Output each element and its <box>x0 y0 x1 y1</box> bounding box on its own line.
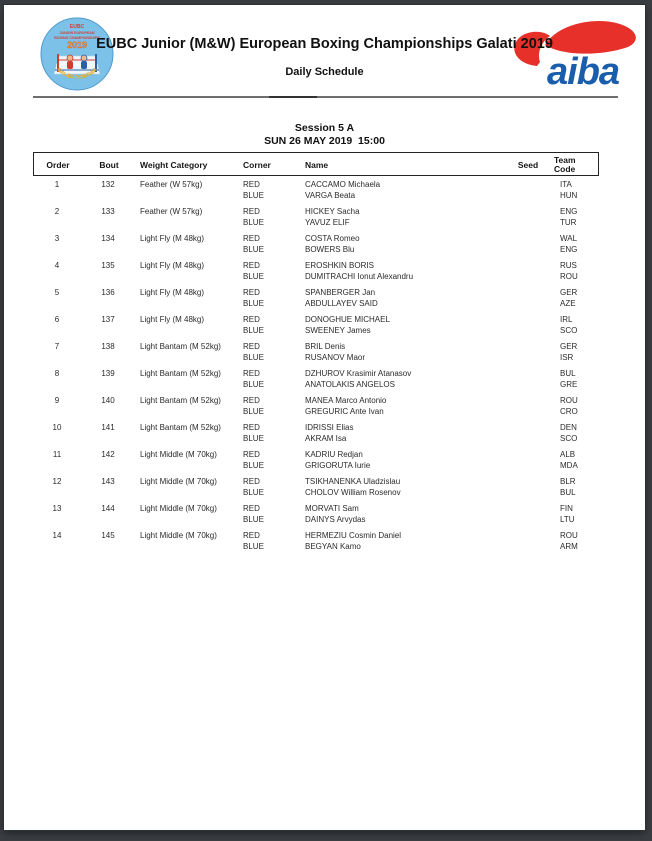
red-boxer-name: IDRISSI Elias <box>305 423 354 432</box>
corner-red-label: RED <box>243 369 260 378</box>
table-header <box>33 152 599 176</box>
bout-boxer-names <box>305 234 360 255</box>
page-title: EUBC Junior (M&W) European Boxing Championships Galati 2019 <box>96 36 553 52</box>
eubc-logo <box>40 16 114 92</box>
bout-boxer-names <box>305 423 353 444</box>
bout-corner-labels <box>243 477 264 498</box>
blue-boxer-name: ANATOLAKIS ANGELOS <box>305 379 395 389</box>
bout-boxer-names <box>305 288 378 309</box>
header-divider-dark-segment <box>269 96 317 98</box>
corner-blue-label: BLUE <box>243 244 264 254</box>
bout-weight-category: Light Middle (M 70kg) <box>140 450 217 459</box>
bout-number: 145 <box>101 531 115 540</box>
red-boxer-name: COSTA Romeo <box>305 234 360 243</box>
bout-weight-category: Light Fly (M 48kg) <box>140 288 205 297</box>
blue-boxer-name: DUMITRACHI Ionut Alexandru <box>305 271 414 281</box>
bout-boxer-names <box>305 180 380 201</box>
bout-weight-category: Light Bantam (M 52kg) <box>140 423 221 432</box>
bout-boxer-names <box>305 531 401 552</box>
aiba-wordmark: aiba <box>547 51 620 93</box>
bout-corner-labels <box>243 342 264 363</box>
bout-weight-category: Light Bantam (M 52kg) <box>140 342 221 351</box>
corner-blue-label: BLUE <box>243 352 264 362</box>
bout-order: 12 <box>52 477 62 486</box>
bout-corner-labels <box>243 531 264 552</box>
blue-team-code: ROU <box>560 271 578 281</box>
table-rows <box>33 180 599 558</box>
table-row <box>33 234 599 255</box>
corner-red-label: RED <box>243 234 260 243</box>
bout-number: 144 <box>101 504 115 513</box>
bout-team-codes <box>560 180 577 201</box>
blue-boxer-name: CHOLOV William Rosenov <box>305 487 401 497</box>
bout-order: 13 <box>52 504 62 513</box>
column-header-team-line2: Code <box>554 163 576 174</box>
blue-team-code: CRO <box>560 406 578 416</box>
bout-corner-labels <box>243 288 264 309</box>
bout-number: 142 <box>101 450 115 459</box>
table-row <box>33 180 599 201</box>
bout-weight-category: Light Bantam (M 52kg) <box>140 369 221 378</box>
table-row <box>33 396 599 417</box>
bout-number: 134 <box>101 234 115 243</box>
corner-red-label: RED <box>243 423 260 432</box>
blue-boxer-name: AKRAM Isa <box>305 433 347 443</box>
corner-blue-label: BLUE <box>243 190 264 200</box>
red-team-code: DEN <box>560 423 577 432</box>
blue-boxer-name: BEGYAN Kamo <box>305 541 361 551</box>
red-team-code: ENG <box>560 207 578 216</box>
red-boxer-name: MANEA Marco Antonio <box>305 396 387 405</box>
bout-team-codes <box>560 342 577 363</box>
blue-boxer-name: GRIGORUTA Iurie <box>305 460 371 470</box>
blue-team-code: ARM <box>560 541 578 551</box>
red-boxer-name: MORVATI Sam <box>305 504 359 513</box>
bout-boxer-names <box>305 477 401 498</box>
aiba-logo-icon <box>503 14 645 94</box>
bout-weight-category: Feather (W 57kg) <box>140 180 203 189</box>
corner-blue-label: BLUE <box>243 406 264 416</box>
table-row <box>33 369 599 390</box>
bout-weight-category: Light Middle (M 70kg) <box>140 504 217 513</box>
bout-team-codes <box>560 450 578 471</box>
bout-weight-category: Light Bantam (M 52kg) <box>140 396 221 405</box>
bout-corner-labels <box>243 315 264 336</box>
bout-weight-category: Light Fly (M 48kg) <box>140 234 205 243</box>
blue-boxer-name: ABDULLAYEV SAID <box>305 298 378 308</box>
bout-order: 9 <box>54 396 60 405</box>
bout-number: 139 <box>101 369 115 378</box>
bout-team-codes <box>560 234 577 255</box>
blue-team-code: GRE <box>560 379 578 389</box>
red-team-code: BLR <box>560 477 576 486</box>
bout-number: 133 <box>101 207 115 216</box>
bout-weight-category: Light Fly (M 48kg) <box>140 315 205 324</box>
red-team-code: IRL <box>560 315 573 324</box>
blue-team-code: SCO <box>560 433 578 443</box>
red-boxer-name: KADRIU Redjan <box>305 450 363 459</box>
bout-boxer-names <box>305 315 390 336</box>
blue-team-code: BUL <box>560 487 576 497</box>
bout-order: 10 <box>52 423 62 432</box>
bout-order: 14 <box>52 531 62 540</box>
bout-team-codes <box>560 261 578 282</box>
corner-red-label: RED <box>243 477 260 486</box>
bout-order: 7 <box>54 342 60 351</box>
column-header-name: Name <box>305 160 329 170</box>
blue-team-code: AZE <box>560 298 576 308</box>
bout-boxer-names <box>305 450 370 471</box>
column-header-order: Order <box>46 160 70 170</box>
bout-team-codes <box>560 504 575 525</box>
corner-red-label: RED <box>243 531 260 540</box>
table-row <box>33 423 599 444</box>
red-boxer-name: DONOGHUE MICHAEL <box>305 315 390 324</box>
aiba-logo <box>503 14 645 94</box>
corner-red-label: RED <box>243 504 260 513</box>
bout-weight-category: Light Middle (M 70kg) <box>140 477 217 486</box>
column-header-team-code <box>554 156 576 174</box>
bout-team-codes <box>560 477 576 498</box>
bout-boxer-names <box>305 207 360 228</box>
red-team-code: ROU <box>560 531 578 540</box>
column-header-bout: Bout <box>99 160 119 170</box>
eubc-logo-line3: BOXING CHAMPIONSHIPS <box>54 36 100 40</box>
corner-red-label: RED <box>243 315 260 324</box>
bout-corner-labels <box>243 180 264 201</box>
blue-team-code: MDA <box>560 460 578 470</box>
bout-number: 143 <box>101 477 115 486</box>
bout-corner-labels <box>243 396 264 417</box>
bout-corner-labels <box>243 450 264 471</box>
bout-team-codes <box>560 396 578 417</box>
corner-blue-label: BLUE <box>243 325 264 335</box>
bout-boxer-names <box>305 369 411 390</box>
corner-red-label: RED <box>243 396 260 405</box>
corner-red-label: RED <box>243 342 260 351</box>
bout-corner-labels <box>243 504 264 525</box>
document-page <box>4 5 645 830</box>
bout-boxer-names <box>305 342 365 363</box>
bout-order: 1 <box>54 180 60 189</box>
red-team-code: ALB <box>560 450 576 459</box>
red-boxer-name: EROSHKIN BORIS <box>305 261 374 270</box>
bout-order: 11 <box>52 450 62 459</box>
session-title: Session 5 A <box>294 122 355 134</box>
bout-number: 141 <box>101 423 115 432</box>
red-team-code: WAL <box>560 234 578 243</box>
column-header-corner: Corner <box>243 160 271 170</box>
eubc-logo-icon <box>40 16 114 92</box>
page-subtitle: Daily Schedule <box>285 66 364 78</box>
corner-blue-label: BLUE <box>243 487 264 497</box>
corner-red-label: RED <box>243 261 260 270</box>
blue-team-code: ENG <box>560 244 578 254</box>
bout-corner-labels <box>243 207 264 228</box>
table-row <box>33 288 599 309</box>
red-boxer-name: DZHUROV Krasimir Atanasov <box>305 369 412 378</box>
bout-number: 132 <box>101 180 115 189</box>
table-row <box>33 261 599 282</box>
bout-team-codes <box>560 207 577 228</box>
bout-boxer-names <box>305 261 413 282</box>
blue-boxer-name: SWEENEY James <box>305 325 371 335</box>
bout-team-codes <box>560 531 578 552</box>
bout-number: 138 <box>101 342 115 351</box>
bout-number: 135 <box>101 261 115 270</box>
blue-boxer-name: RUSANOV Maor <box>305 352 366 362</box>
session-datetime: SUN 26 MAY 2019 15:00 <box>264 135 385 147</box>
bout-corner-labels <box>243 234 264 255</box>
blue-team-code: ISR <box>560 352 574 362</box>
table-row <box>33 531 599 552</box>
bout-corner-labels <box>243 261 264 282</box>
bout-order: 3 <box>54 234 60 243</box>
corner-red-label: RED <box>243 207 260 216</box>
bout-number: 136 <box>101 288 115 297</box>
red-boxer-name: BRIL Denis <box>305 342 346 351</box>
bout-boxer-names <box>305 504 365 525</box>
bout-order: 2 <box>54 207 60 216</box>
red-boxer-name: CACCAMO Michaela <box>305 180 381 189</box>
bout-weight-category: Light Fly (M 48kg) <box>140 261 205 270</box>
blue-team-code: LTU <box>560 514 575 524</box>
bout-team-codes <box>560 315 577 336</box>
red-team-code: ITA <box>560 180 572 189</box>
eubc-logo-bottom-text: GALATI ROMANIA <box>55 66 99 81</box>
table-row <box>33 450 599 471</box>
bout-number: 140 <box>101 396 115 405</box>
eubc-logo-line1: EUBC <box>69 24 85 30</box>
corner-blue-label: BLUE <box>243 217 264 227</box>
bout-team-codes <box>560 369 577 390</box>
red-team-code: RUS <box>560 261 577 270</box>
red-team-code: GER <box>560 342 578 351</box>
red-team-code: FIN <box>560 504 573 513</box>
red-boxer-name: TSIKHANENKA Uladzislau <box>305 477 401 486</box>
corner-blue-label: BLUE <box>243 541 264 551</box>
bout-order: 4 <box>54 261 60 270</box>
red-team-code: GER <box>560 288 578 297</box>
corner-red-label: RED <box>243 288 260 297</box>
header-divider <box>33 96 618 98</box>
bout-order: 6 <box>54 315 60 324</box>
bout-team-codes <box>560 288 577 309</box>
corner-red-label: RED <box>243 450 260 459</box>
column-header-team-line1: Team <box>554 154 576 165</box>
corner-blue-label: BLUE <box>243 271 264 281</box>
blue-boxer-name: DAINYS Arvydas <box>305 514 366 524</box>
bout-corner-labels <box>243 423 264 444</box>
corner-blue-label: BLUE <box>243 298 264 308</box>
table-row <box>33 342 599 363</box>
corner-blue-label: BLUE <box>243 379 264 389</box>
red-boxer-name: HICKEY Sacha <box>305 207 360 216</box>
bout-weight-category: Light Middle (M 70kg) <box>140 531 217 540</box>
corner-red-label: RED <box>243 180 260 189</box>
eubc-logo-year: 2019 <box>66 40 88 50</box>
table-row <box>33 207 599 228</box>
bout-corner-labels <box>243 369 264 390</box>
blue-boxer-name: YAVUZ ELIF <box>305 217 350 227</box>
blue-team-code: HUN <box>560 190 578 200</box>
corner-blue-label: BLUE <box>243 460 264 470</box>
blue-team-code: SCO <box>560 325 578 335</box>
red-team-code: ROU <box>560 396 578 405</box>
table-row <box>33 504 599 525</box>
red-team-code: BUL <box>560 369 576 378</box>
red-boxer-name: SPANBERGER Jan <box>305 288 376 297</box>
column-header-weight-category: Weight Category <box>140 160 208 170</box>
bout-number: 137 <box>101 315 115 324</box>
corner-blue-label: BLUE <box>243 514 264 524</box>
bout-boxer-names <box>305 396 386 417</box>
table-row <box>33 315 599 336</box>
bout-team-codes <box>560 423 577 444</box>
blue-boxer-name: GREGURIC Ante Ivan <box>305 406 384 416</box>
table-row <box>33 477 599 498</box>
blue-boxer-name: BOWERS Blu <box>305 244 355 254</box>
column-header-seed: Seed <box>517 160 539 170</box>
blue-boxer-name: VARGA Beata <box>305 190 356 200</box>
bout-weight-category: Feather (W 57kg) <box>140 207 203 216</box>
blue-team-code: TUR <box>560 217 577 227</box>
bout-order: 8 <box>54 369 60 378</box>
eubc-logo-line2: JUNIOR EUROPEAN <box>59 31 95 35</box>
bout-order: 5 <box>54 288 60 297</box>
corner-blue-label: BLUE <box>243 433 264 443</box>
red-boxer-name: HERMEZIU Cosmin Daniel <box>305 531 402 540</box>
